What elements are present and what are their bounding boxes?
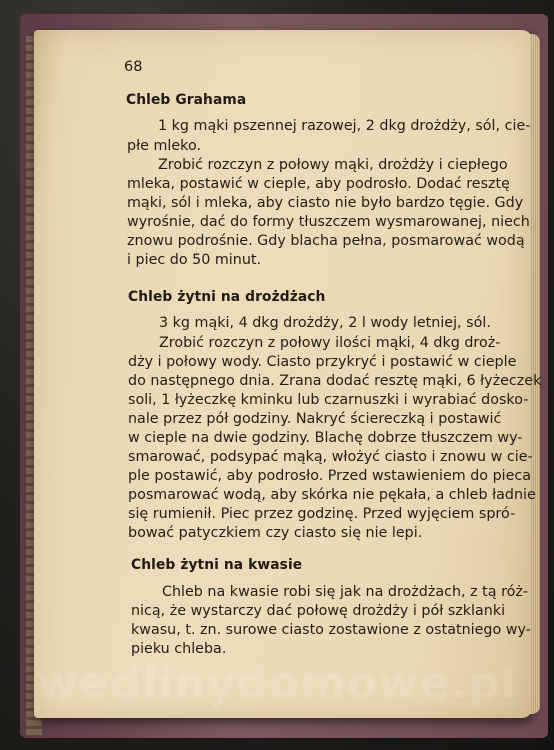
- recipe-text-line: mleka, postawić w cieple, aby podrosło. Dodać resztę: [127, 176, 510, 192]
- recipe-title: Chleb żytni na drożdżach: [128, 289, 326, 305]
- recipe-text-line: mąki, sól i mleka, aby ciasto nie było bardzo tęgie. Gdy: [127, 195, 524, 211]
- recipe-title: Chleb Grahama: [126, 92, 247, 108]
- recipe-text-line: 1 kg mąki pszennej razowej, 2 dkg drożdży, sól, cie-: [158, 118, 531, 134]
- recipe-text-line: i piec do 50 minut.: [127, 252, 262, 268]
- recipe-text-line: Zrobić rozczyn z połowy ilości mąki, 4 dkg droż-: [159, 335, 501, 351]
- page-number: 68: [124, 59, 143, 75]
- recipe-text-line: bować patyczkiem czy ciasto się nie lepi.: [128, 525, 423, 541]
- recipe-text-line: soli, 1 łyżeczkę kminku lub czarnuszki i wyrabiać dosko-: [128, 392, 529, 408]
- recipe-text-line: Zrobić rozczyn z połowy mąki, drożdży i ciepłego: [158, 157, 508, 173]
- recipe-text-line: wyrośnie, dać do formy tłuszczem wysmarowanej, niech: [127, 214, 530, 230]
- recipe-text-line: nicą, że wystarczy dać połowę drożdży i pół szklanki: [131, 603, 506, 619]
- recipe-text-line: 3 kg mąki, 4 dkg drożdży, 2 l wody letniej, sól.: [159, 315, 491, 331]
- recipe-text-line: dży i połowy wody. Ciasto przykryć i postawić w cieple: [128, 354, 517, 370]
- recipe-text-line: znowu podrośnie. Gdy blacha pełna, posmarować wodą: [127, 233, 525, 249]
- recipe-text-line: smarować, podsypać mąką, włożyć ciasto i znowu w cie-: [128, 449, 533, 465]
- recipe-text-line: Chleb na kwasie robi się jak na drożdżach, z tą róż-: [162, 584, 529, 600]
- recipe-text-line: ple postawić, aby podrosło. Przed wstawieniem do pieca: [128, 468, 532, 484]
- recipe-text-line: w cieple na dwie godziny. Blachę dobrze tłuszczem wy-: [128, 430, 523, 446]
- recipe-text-line: płe mleko.: [127, 138, 201, 154]
- recipe-text-line: do następnego dnia. Zrana dodać resztę mąki, 6 łyżeczek: [128, 373, 542, 389]
- recipe-text-line: kwasu, t. zn. surowe ciasto zostawione z ostatniego wy-: [131, 622, 531, 638]
- recipe-text-line: pieku chleba.: [131, 641, 227, 657]
- recipe-text-line: nale przez pół godziny. Nakryć ściereczką i postawić: [128, 411, 502, 427]
- recipe-text-line: posmarować wodą, aby skórka nie pękała, a chleb ładnie: [128, 487, 536, 503]
- recipe-text-line: się rumienił. Piec przez godzinę. Przed wyjęciem spró-: [128, 506, 516, 522]
- recipe-title: Chleb żytni na kwasie: [131, 557, 303, 573]
